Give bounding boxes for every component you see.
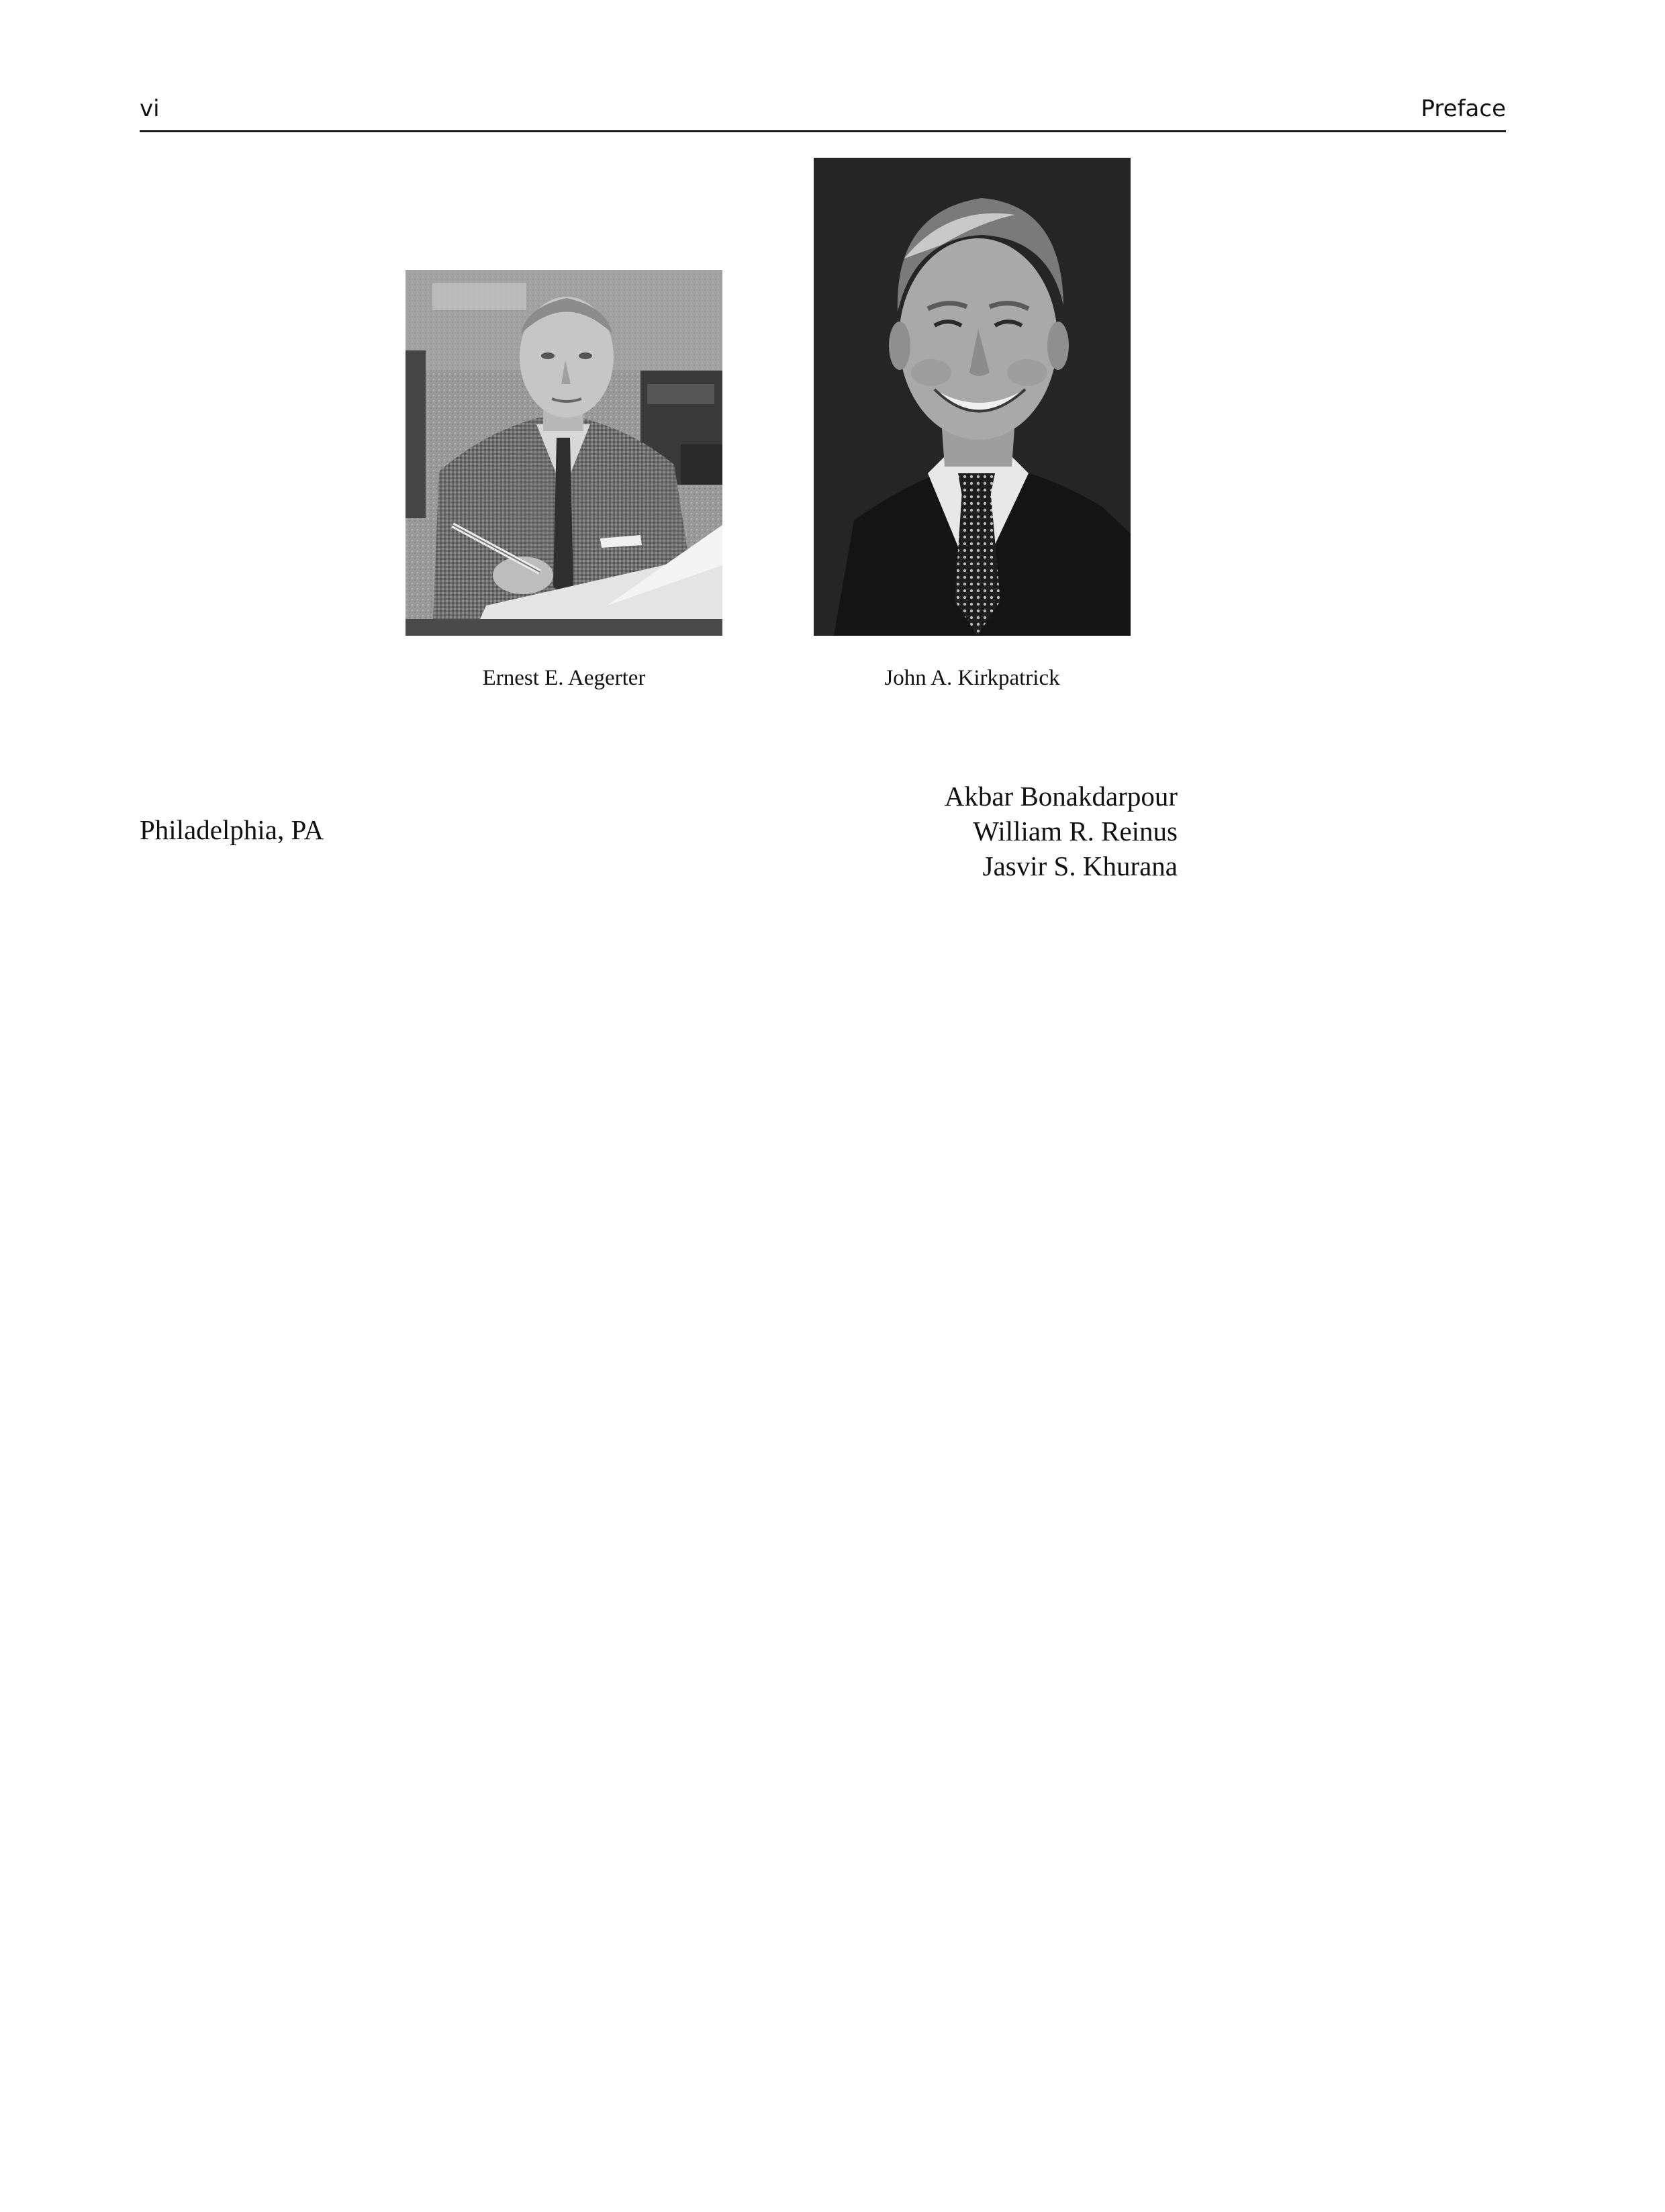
signature-place: Philadelphia, PA — [140, 814, 324, 845]
page-number: vi — [140, 95, 160, 122]
photo-caption-aegerter: Ernest E. Aegerter — [482, 666, 646, 690]
author-signatures — [945, 779, 1178, 883]
author-name: Jasvir S. Khurana — [982, 851, 1178, 881]
author-name: Akbar Bonakdarpour — [944, 781, 1178, 812]
portrait-photo-kirkpatrick — [814, 158, 1131, 636]
author-name: William R. Reinus — [973, 816, 1178, 847]
section-title: Preface — [1421, 95, 1506, 122]
photo-caption-kirkpatrick: John A. Kirkpatrick — [884, 666, 1060, 690]
portrait-photo-aegerter — [406, 270, 722, 636]
running-head — [140, 93, 1506, 132]
